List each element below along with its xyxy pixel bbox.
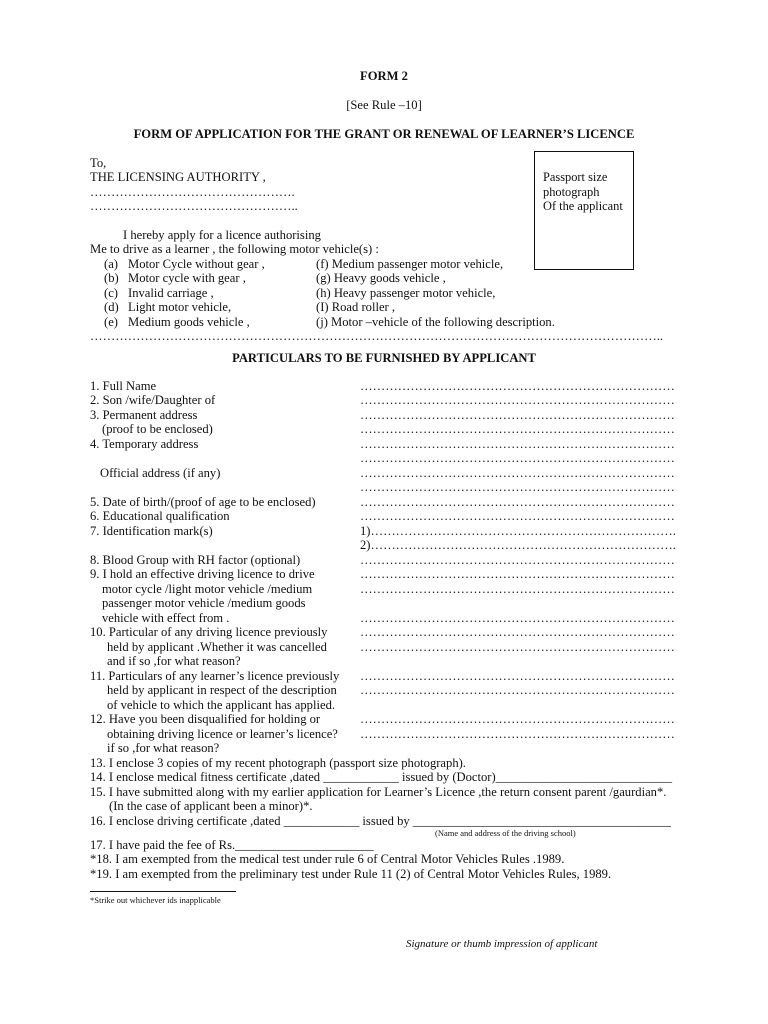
photo-box-line-2: photograph bbox=[543, 184, 600, 199]
field-relation[interactable]: ………………………………………………………………… bbox=[360, 393, 675, 407]
field-previous-licence-2[interactable]: ………………………………………………………………… bbox=[360, 640, 675, 654]
field-official-address-2[interactable]: ………………………………………………………………… bbox=[360, 480, 675, 494]
vehicle-g: (g) Heavy goods vehicle , bbox=[316, 271, 446, 285]
intro-line-1: I hereby apply for a licence authorising bbox=[123, 228, 321, 242]
vehicle-key-c: (c) bbox=[104, 286, 118, 300]
label-full-name: 1. Full Name bbox=[90, 379, 157, 393]
licensing-authority: THE LICENSING AUTHORITY , bbox=[90, 170, 266, 184]
vehicle-b: Motor cycle with gear , bbox=[128, 271, 246, 285]
label-previous-licence-2: held by applicant .Whether it was cancelled bbox=[107, 640, 327, 654]
vehicle-d: Light motor vehicle, bbox=[128, 300, 232, 314]
field-permanent-address-1[interactable]: ………………………………………………………………… bbox=[360, 408, 675, 422]
declaration-16[interactable]: 16. I enclose driving certificate ,dated ____________ issued by _________________________________________ bbox=[90, 814, 671, 828]
field-learner-licence-2[interactable]: ………………………………………………………………… bbox=[360, 683, 675, 697]
label-driving-licence-1: 9. I hold an effective driving licence to drive bbox=[90, 567, 315, 581]
field-driving-licence-3[interactable]: ………………………………………………………………… bbox=[360, 611, 675, 625]
vehicle-j: (j) Motor –vehicle of the following description. bbox=[316, 315, 555, 329]
label-disqualified-2: obtaining driving licence or learner’s licence? bbox=[107, 727, 338, 741]
field-learner-licence-1[interactable]: ………………………………………………………………… bbox=[360, 669, 675, 683]
declaration-17[interactable]: 17. I have paid the fee of Rs.______________________ bbox=[90, 838, 374, 852]
field-previous-licence-1[interactable]: ………………………………………………………………… bbox=[360, 625, 675, 639]
vehicle-key-a: (a) bbox=[104, 257, 118, 271]
label-driving-licence-3: passenger motor vehicle /medium goods bbox=[102, 596, 306, 610]
field-driving-licence-1[interactable]: ………………………………………………………………… bbox=[360, 567, 675, 581]
driving-school-note: (Name and address of the driving school) bbox=[435, 828, 576, 838]
label-blood-group: 8. Blood Group with RH factor (optional) bbox=[90, 553, 301, 567]
declaration-19: *19. I am exempted from the preliminary test under Rule 11 (2) of Central Motor Vehicles Rules, 1989. bbox=[90, 867, 612, 881]
label-disqualified-3: if so ,for what reason? bbox=[107, 741, 220, 755]
vehicle-a: Motor Cycle without gear , bbox=[128, 257, 265, 271]
vehicle-e: Medium goods vehicle , bbox=[128, 315, 250, 329]
vehicle-f: (f) Medium passenger motor vehicle, bbox=[316, 257, 504, 271]
label-relation: 2. Son /wife/Daughter of bbox=[90, 393, 216, 407]
label-temporary-address: 4. Temporary address bbox=[90, 437, 199, 451]
label-driving-licence-2: motor cycle /light motor vehicle /medium bbox=[102, 582, 313, 596]
address-line-2: ………………………………………….. bbox=[90, 199, 298, 213]
label-permanent-address: 3. Permanent address bbox=[90, 408, 198, 422]
field-driving-licence-2[interactable]: ………………………………………………………………… bbox=[360, 582, 675, 596]
field-education[interactable]: ………………………………………………………………… bbox=[360, 509, 675, 523]
form-title: FORM OF APPLICATION FOR THE GRANT OR RENEWAL OF LEARNER’S LICENCE bbox=[133, 127, 635, 141]
field-blood-group[interactable]: ………………………………………………………………… bbox=[360, 553, 675, 567]
label-proof-note: (proof to be enclosed) bbox=[102, 422, 213, 436]
field-permanent-address-2[interactable]: ………………………………………………………………… bbox=[360, 422, 675, 436]
rule-reference: [See Rule –10] bbox=[346, 98, 422, 112]
label-date-of-birth: 5. Date of birth/(proof of age to be enclosed) bbox=[90, 495, 316, 509]
vehicle-key-b: (b) bbox=[104, 271, 119, 285]
declaration-18: *18. I am exempted from the medical test under rule 6 of Central Motor Vehicles Rules .1989. bbox=[90, 852, 565, 866]
field-disqualified-2[interactable]: ………………………………………………………………… bbox=[360, 727, 675, 741]
footnote: *Strike out whichever ids inapplicable bbox=[90, 895, 221, 905]
label-previous-licence-1: 10. Particular of any driving licence previously bbox=[90, 625, 328, 639]
vehicle-h: (h) Heavy passenger motor vehicle, bbox=[316, 286, 496, 300]
field-full-name[interactable]: ………………………………………………………………… bbox=[360, 379, 675, 393]
field-identification-mark-1[interactable]: 1)………………………………………………………………. bbox=[360, 524, 676, 538]
intro-line-2: Me to drive as a learner , the following motor vehicle(s) : bbox=[90, 242, 379, 256]
photo-box-line-1: Passport size bbox=[543, 170, 608, 184]
vehicle-key-e: (e) bbox=[104, 315, 118, 329]
label-disqualified-1: 12. Have you been disqualified for holding or bbox=[90, 712, 321, 726]
label-education: 6. Educational qualification bbox=[90, 509, 230, 523]
to-label: To, bbox=[90, 156, 107, 170]
address-line-1: …………………………………………. bbox=[90, 185, 295, 199]
label-identification-marks: 7. Identification mark(s) bbox=[90, 524, 213, 538]
photo-box-line-3: Of the applicant bbox=[543, 199, 623, 213]
declaration-15-note: (In the case of applicant been a minor)*. bbox=[109, 799, 313, 813]
field-date-of-birth[interactable]: ………………………………………………………………… bbox=[360, 495, 675, 509]
label-learner-licence-1: 11. Particulars of any learner’s licence previously bbox=[90, 669, 340, 683]
label-learner-licence-3: of vehicle to which the applicant has applied. bbox=[107, 698, 336, 712]
label-official-address: Official address (if any) bbox=[100, 466, 221, 480]
label-driving-licence-4: vehicle with effect from . bbox=[102, 611, 230, 625]
vehicle-description-field[interactable]: ……………………………………………………………………………………………………………………….. bbox=[90, 329, 664, 343]
declaration-15: 15. I have submitted along with my earlier application for Learner’s Licence ,the return consent parent /gaurdian*. bbox=[90, 785, 667, 799]
vehicle-c: Invalid carriage , bbox=[128, 286, 214, 300]
field-temporary-address-1[interactable]: ………………………………………………………………… bbox=[360, 437, 675, 451]
signature-label: Signature or thumb impression of applicant bbox=[406, 938, 598, 950]
declaration-14[interactable]: 14. I enclose medical fitness certificate ,dated ____________ issued by (Doctor)____________________________ bbox=[90, 770, 672, 784]
field-identification-mark-2[interactable]: 2)………………………………………………………………. bbox=[360, 538, 676, 552]
field-official-address-1[interactable]: ………………………………………………………………… bbox=[360, 466, 675, 480]
form-number: FORM 2 bbox=[360, 69, 408, 83]
label-learner-licence-2: held by applicant in respect of the description bbox=[107, 683, 337, 697]
vehicle-i: (I) Road roller , bbox=[316, 300, 396, 314]
footnote-divider bbox=[90, 891, 236, 892]
passport-photo-box bbox=[534, 151, 634, 270]
particulars-heading: PARTICULARS TO BE FURNISHED BY APPLICANT bbox=[232, 351, 536, 365]
field-disqualified-1[interactable]: ………………………………………………………………… bbox=[360, 712, 675, 726]
field-temporary-address-2[interactable]: ………………………………………………………………… bbox=[360, 451, 675, 465]
declaration-13: 13. I enclose 3 copies of my recent photograph (passport size photograph). bbox=[90, 756, 466, 770]
vehicle-key-d: (d) bbox=[104, 300, 119, 314]
label-previous-licence-3: and if so ,for what reason? bbox=[107, 654, 241, 668]
